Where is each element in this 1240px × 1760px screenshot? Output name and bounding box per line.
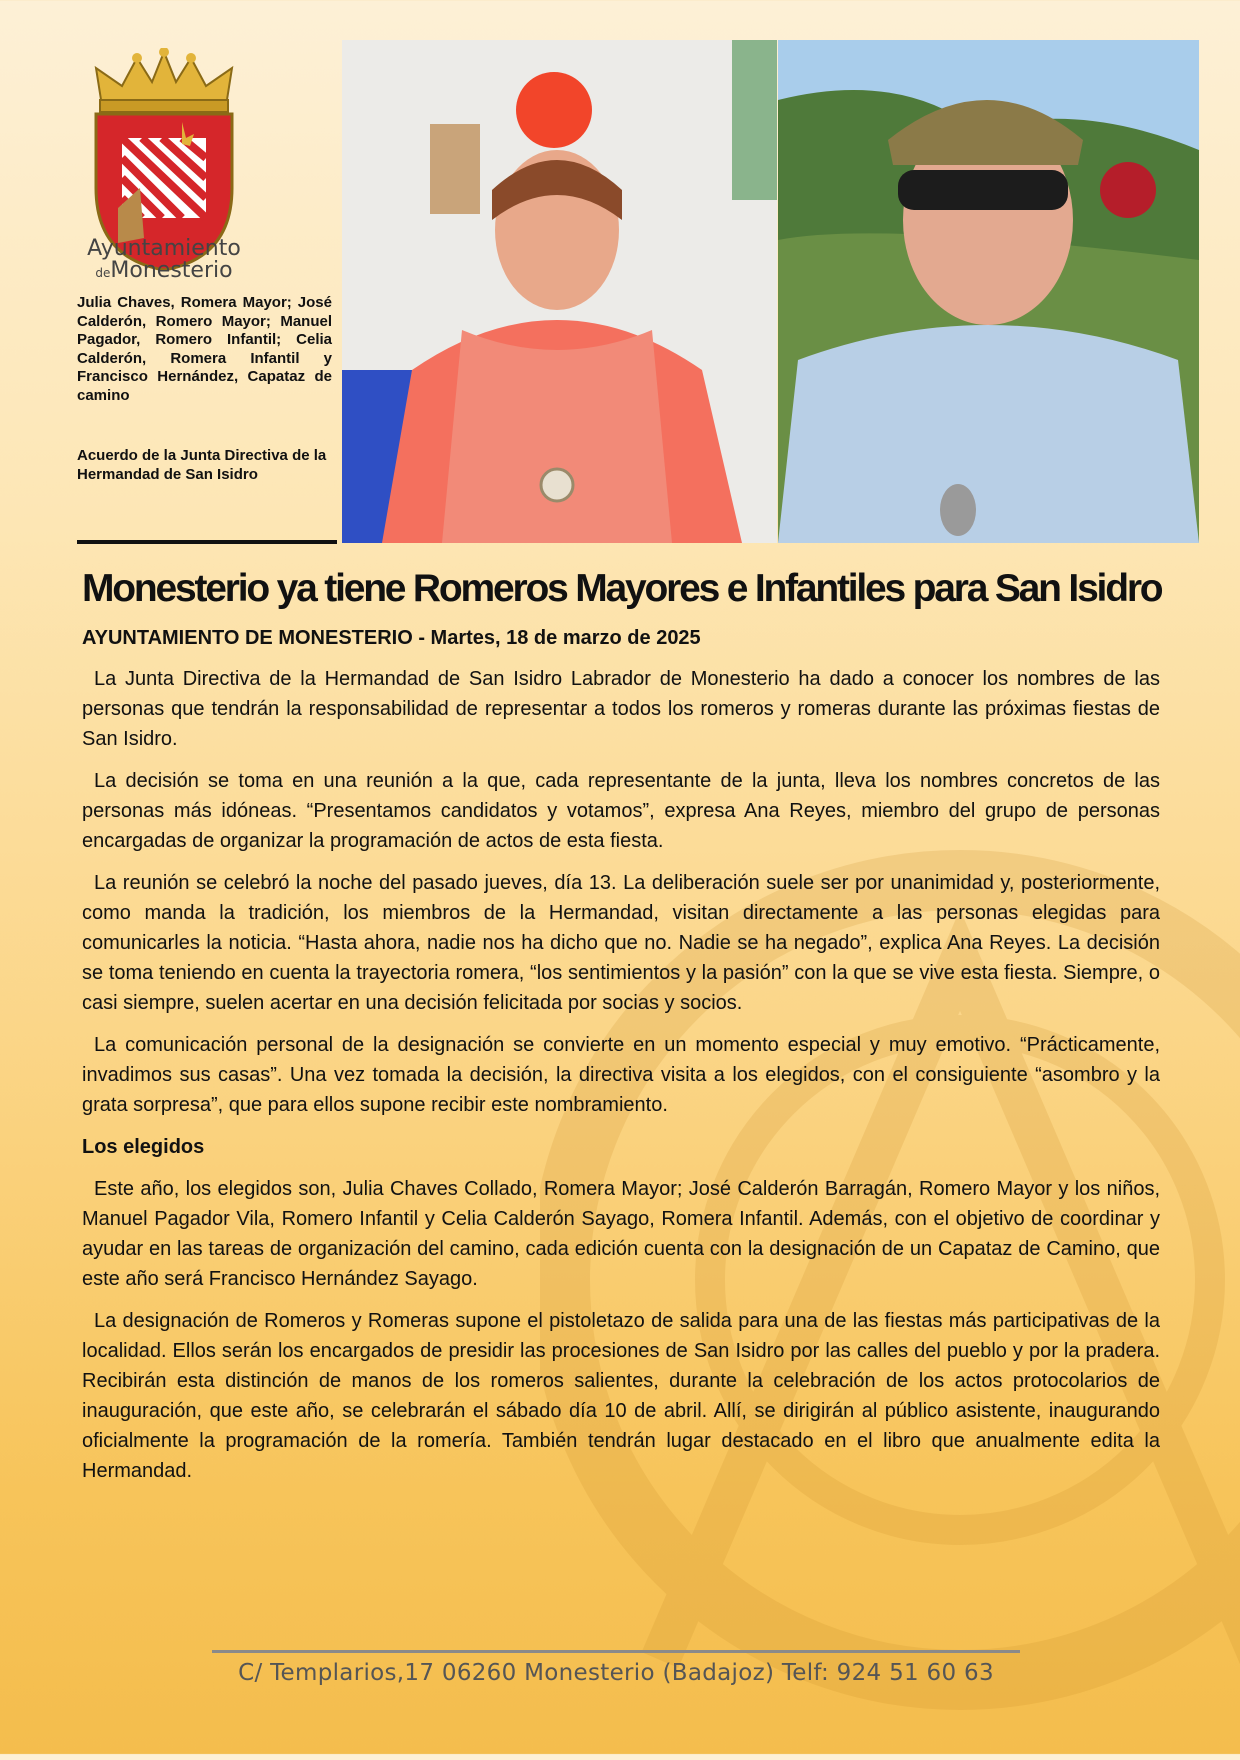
logo-text: [82, 238, 246, 284]
photo-romero-mayor: [778, 40, 1199, 543]
article-headline: Monesterio ya tiene Romeros Mayores e Infantiles para San Isidro: [82, 567, 1162, 610]
footer-address: C/ Templarios,17 06260 Monesterio (Badajoz) Telf: 924 51 60 63: [238, 1660, 994, 1686]
logo-line-monesterio: [82, 260, 246, 284]
logo-monesterio: Monesterio: [110, 258, 233, 283]
article-paragraph: La reunión se celebró la noche del pasado jueves, día 13. La deliberación suele ser por unanimidad y, posteriormente, como manda la tradición, los miembros de la Hermandad, visitan directamente a las personas elegidas para comunicarles la noticia. “Hasta ahora, nadie nos ha dicho que no. Nadie se ha negado”, explica Ana Reyes. La decisión se toma teniendo en cuenta la trayectoria romera, “los sentimientos y la pasión” con la que se vive esta fiesta. Siempre, o casi siempre, suelen acertar en una decisión felicitada por socias y socios.: [82, 872, 1160, 1014]
logo-de: de: [95, 266, 111, 280]
article-paragraph: La Junta Directiva de la Hermandad de San Isidro Labrador de Monesterio ha dado a conocer los nombres de las personas que tendrán la responsabilidad de representar a todos los romeros y romeras durante las próximas fiestas de San Isidro.: [82, 668, 1160, 750]
logo-line-ayuntamiento: Ayuntamiento: [87, 236, 241, 261]
caption-divider: [77, 540, 337, 544]
section-heading-elegidos: Los elegidos: [82, 1136, 205, 1158]
footer-divider: [212, 1650, 1020, 1653]
agreement-caption: Acuerdo de la Junta Directiva de la Hermandad de San Isidro: [77, 447, 327, 483]
photo-romera-mayor: [342, 40, 777, 543]
article-paragraph: La decisión se toma en una reunión a la que, cada representante de la junta, lleva los nombres concretos de las personas más idóneas. “Presentamos candidatos y votamos”, expresa Ana Reyes, miembro del grupo de personas encargadas de organizar la programación de actos de esta fiesta.: [82, 770, 1160, 852]
article-paragraph: Este año, los elegidos son, Julia Chaves Collado, Romera Mayor; José Calderón Barragán, Romero Mayor y los niños, Manuel Pagador Vila, Romero Infantil y Celia Calderón Sayago, Romera Infantil. Además, con el objetivo de coordinar y ayudar en las tareas de organización del camino, cada edición cuenta con la designación de un Capataz de Camino, que este año será Francisco Hernández Sayago.: [82, 1178, 1160, 1290]
article-body: [82, 664, 1160, 1498]
article-paragraph: La comunicación personal de la designación se convierte en un momento especial y muy emotivo. “Prácticamente, invadimos sus casas”. Una vez tomada la decisión, la directiva visita a los elegidos, con el consiguiente “asombro y la grata sorpresa”, que para ellos supone recibir este nombramiento.: [82, 1034, 1160, 1116]
article-byline: AYUNTAMIENTO DE MONESTERIO - Martes, 18 de marzo de 2025: [82, 627, 701, 649]
article-paragraph: La designación de Romeros y Romeras supone el pistoletazo de salida para una de las fiestas más participativas de la localidad. Ellos serán los encargados de presidir las procesiones de San Isidro por las calles del pueblo y por la pradera. Recibirán esta distinción de manos de los romeros salientes, durante la celebración de los actos protocolarios de inauguración, que este año, se celebrarán el sábado día 10 de abril. Allí, se dirigirán al público asistente, inaugurando oficialmente la programación de la romería. También tendrán lugar destacado en el libro que anualmente edita la Hermandad.: [82, 1310, 1160, 1482]
photo-caption: Julia Chaves, Romera Mayor; José Calderón, Romero Mayor; Manuel Pagador, Romero Infantil; Celia Calderón, Romera Infantil y Francisco Hernández, Capataz de camino: [77, 294, 332, 404]
